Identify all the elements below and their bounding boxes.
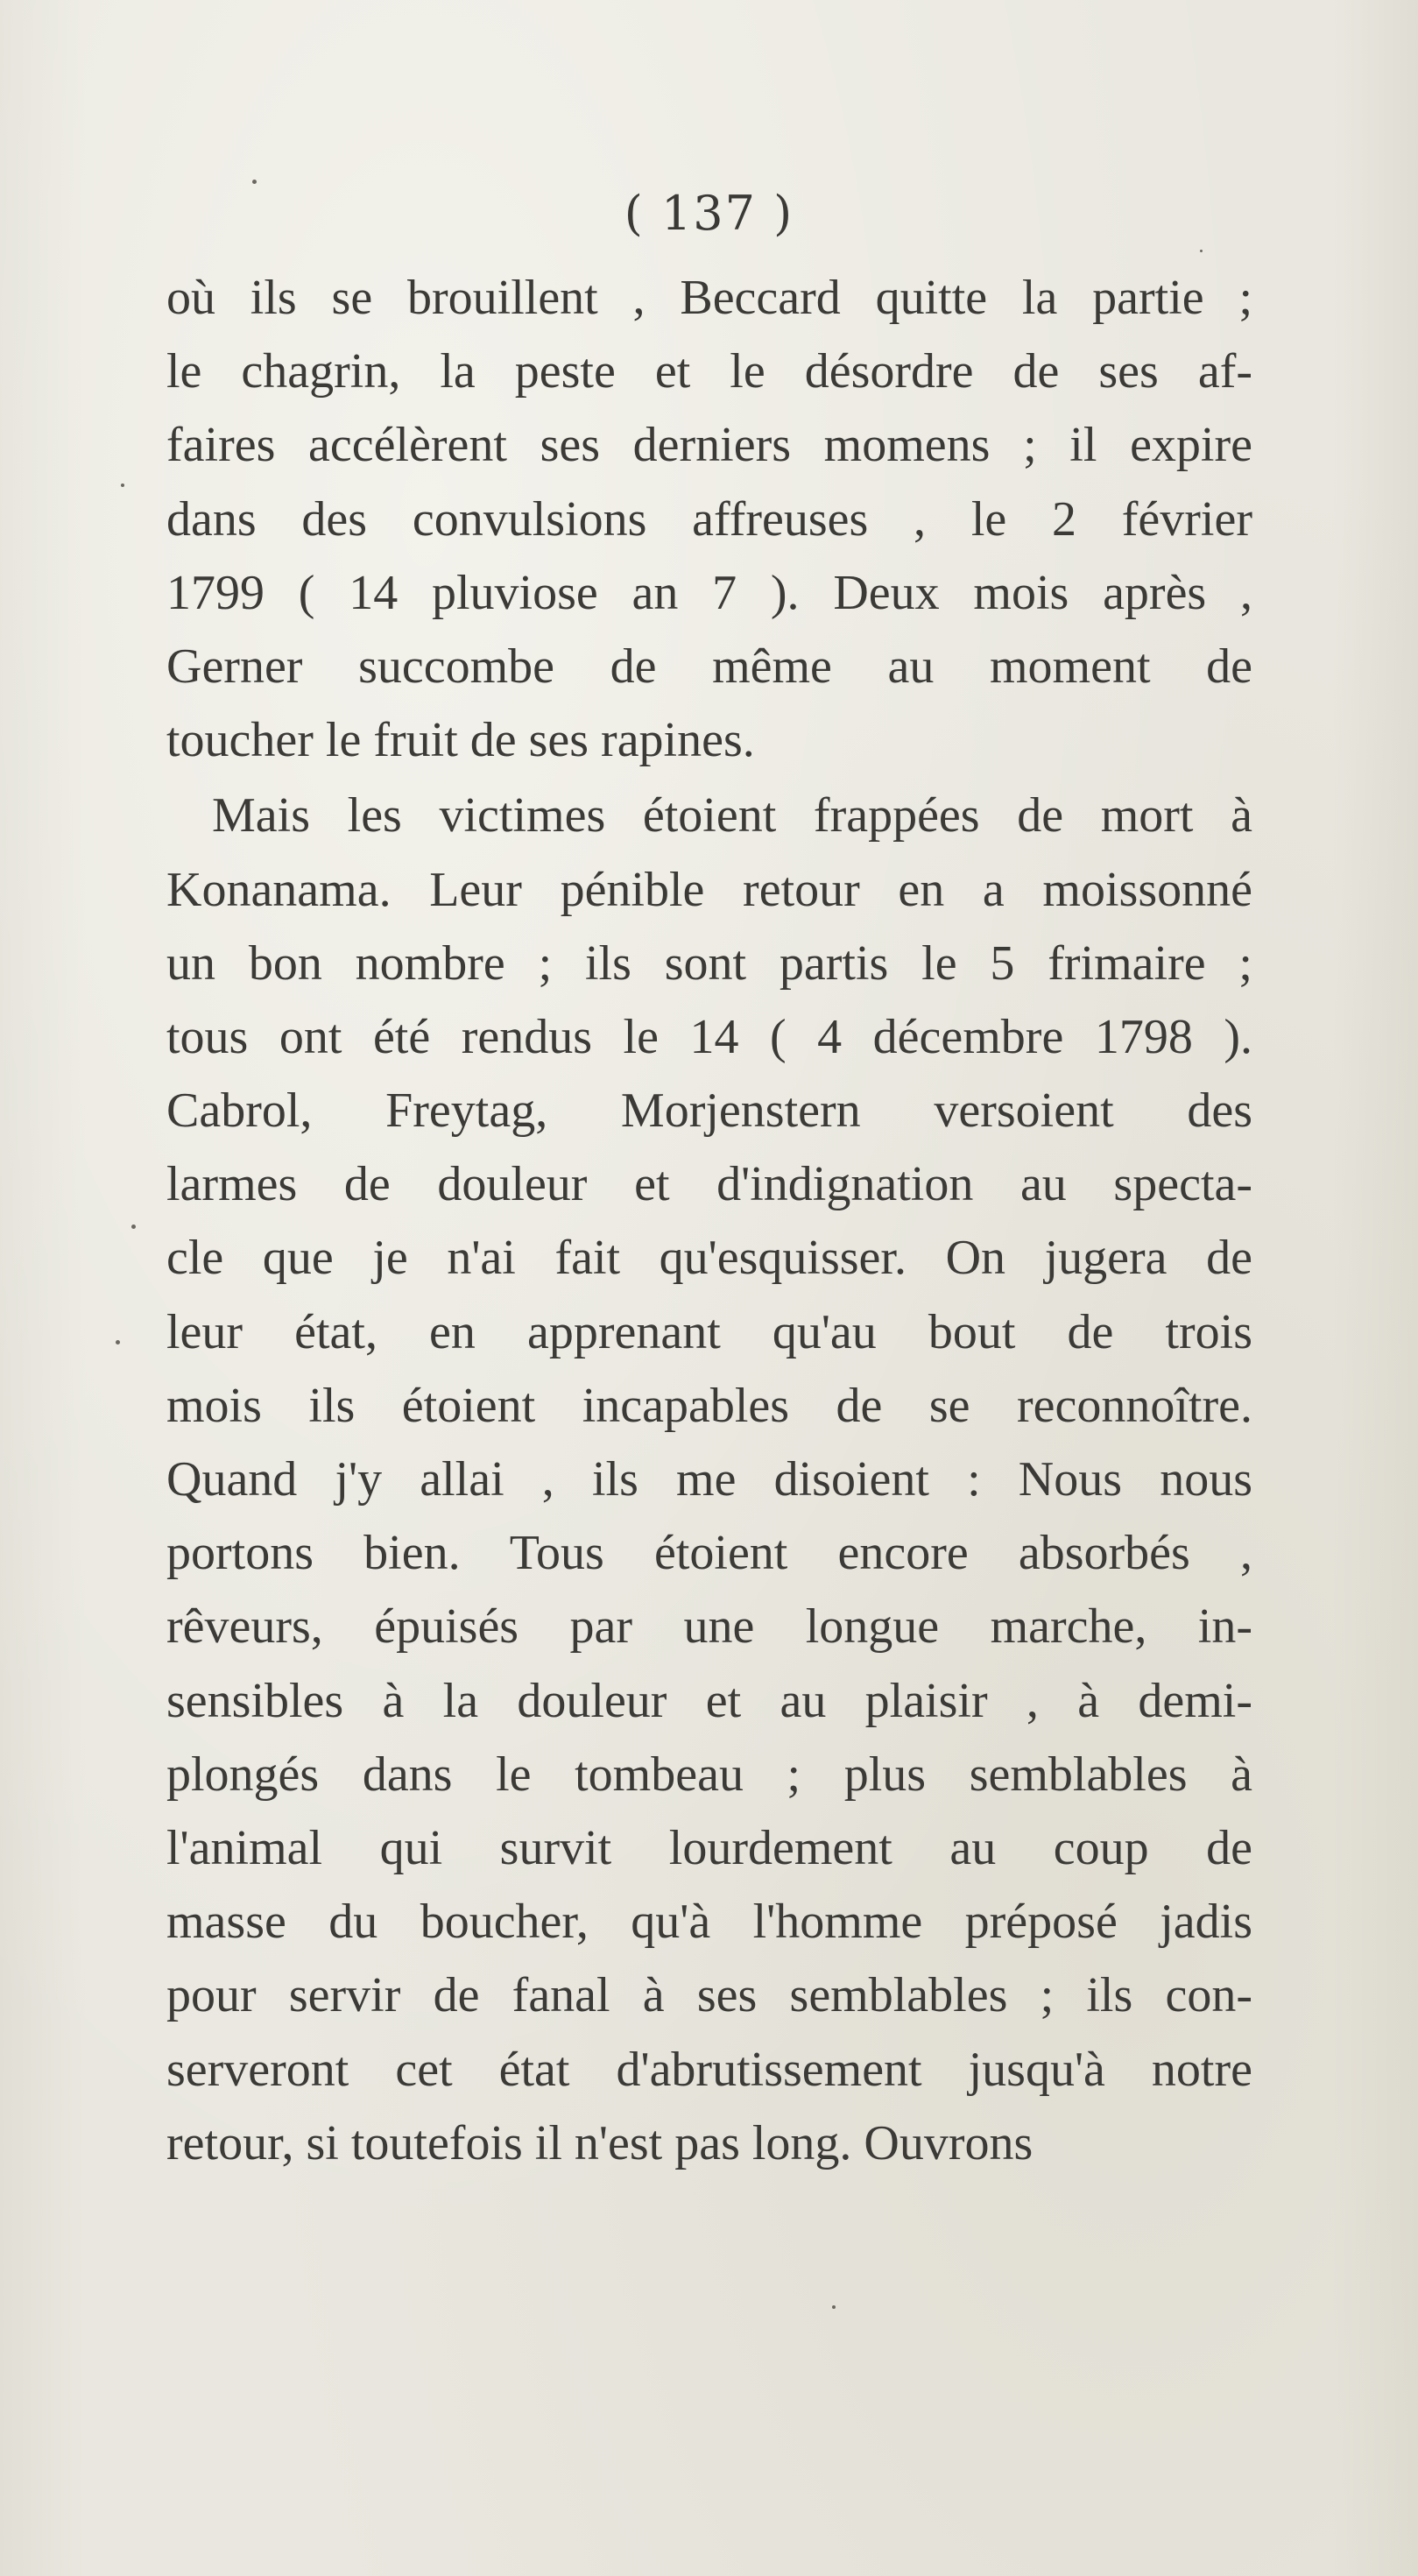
paper-speck xyxy=(116,1340,120,1344)
text-line: mois ils étoient incapables de se reconnoître. xyxy=(166,1378,1252,1433)
text-line: rêveurs, épuisés par une longue marche, in- xyxy=(166,1599,1252,1655)
text-line: 1799 ( 14 pluviose an 7 ). Deux mois après , xyxy=(166,565,1252,620)
text-line: cle que je n'ai fait qu'esquisser. On jugera de xyxy=(166,1231,1252,1286)
text-line: faires accélèrent ses derniers momens ; il expire xyxy=(166,418,1252,473)
text-line: retour, si toutefois il n'est pas long. Ouvrons xyxy=(166,2115,1034,2170)
text-line: pour servir de fanal à ses semblables ; ils con- xyxy=(166,1968,1252,2023)
paper-speck xyxy=(252,180,257,184)
paper-speck xyxy=(1200,250,1203,252)
text-line: sensibles à la douleur et au plaisir , à demi- xyxy=(166,1673,1252,1728)
paper-speck xyxy=(131,1224,136,1229)
text-line: tous ont été rendus le 14 ( 4 décembre 1798 ). xyxy=(166,1009,1252,1064)
text-line: Gerner succombe de même au moment de xyxy=(166,639,1252,694)
text-line: où ils se brouillent , Beccard quitte la partie ; xyxy=(166,271,1252,325)
body-text xyxy=(166,261,1252,2180)
page-number: ( 137 ) xyxy=(624,186,794,241)
text-line: leur état, en apprenant qu'au bout de trois xyxy=(166,1304,1252,1359)
text-line: le chagrin, la peste et le désordre de ses af- xyxy=(166,344,1252,399)
paper-speck xyxy=(832,2305,836,2309)
text-line: dans des convulsions affreuses , le 2 février xyxy=(166,491,1252,547)
text-line: Mais les victimes étoient frappées de mort à xyxy=(212,788,1252,843)
text-line: serveront cet état d'abrutissement jusqu'à notre xyxy=(166,2042,1252,2097)
text-line: l'animal qui survit lourdement au coup de xyxy=(166,1820,1252,1875)
text-line: portons bien. Tous étoient encore absorbés , xyxy=(166,1526,1252,1581)
text-line: masse du boucher, qu'à l'homme préposé jadis xyxy=(166,1895,1252,1950)
paper-speck xyxy=(121,483,124,487)
text-line: Quand j'y allai , ils me disoient : Nous nous xyxy=(166,1452,1252,1507)
text-line: plongés dans le tombeau ; plus semblables à xyxy=(166,1747,1252,1802)
text-line: larmes de douleur et d'indignation au specta- xyxy=(166,1157,1252,1212)
text-line: Cabrol, Freytag, Morjenstern versoient des xyxy=(166,1083,1252,1139)
text-line: Konanama. Leur pénible retour en a moissonné xyxy=(166,862,1252,917)
text-line: toucher le fruit de ses rapines. xyxy=(166,713,755,768)
text-line: un bon nombre ; ils sont partis le 5 frimaire ; xyxy=(166,935,1252,991)
